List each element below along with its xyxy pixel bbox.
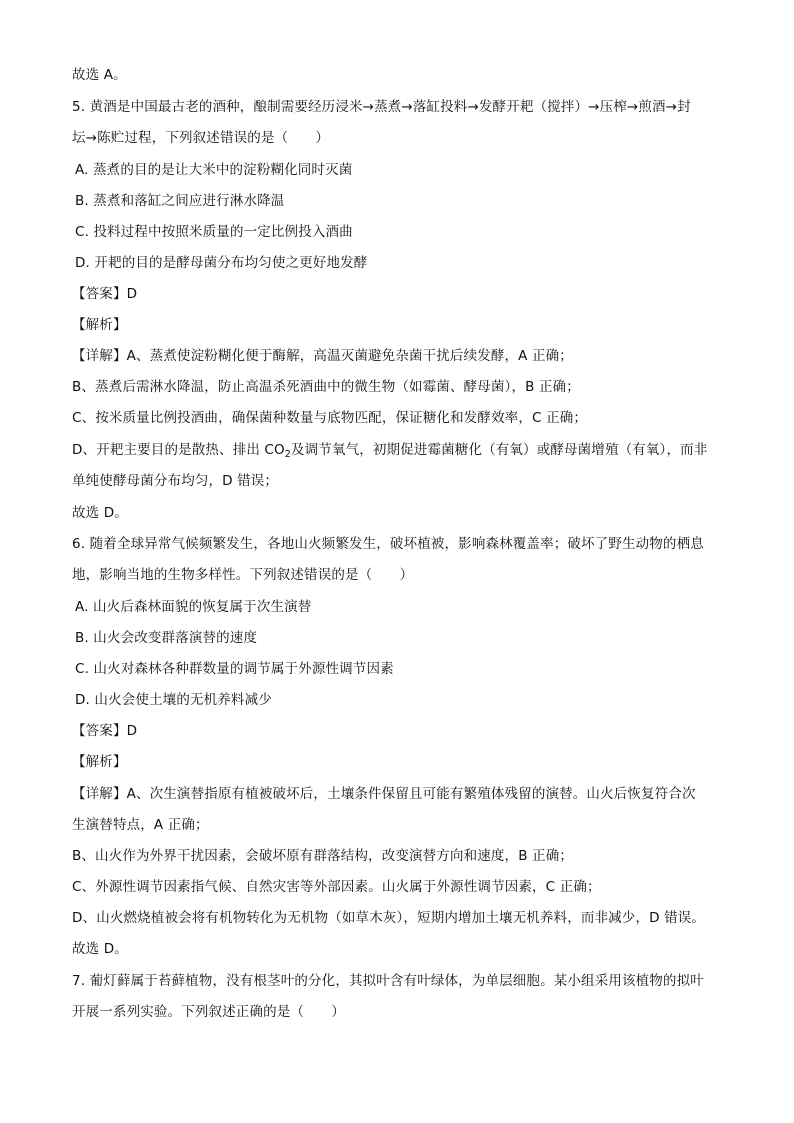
question-5-explanation-a: 【详解】A、蒸煮使淀粉糊化便于酶解，高温灭菌避免杂菌干扰后续发酵，A 正确； bbox=[72, 348, 573, 364]
question-5-option-a: A. 蒸煮的目的是让大米中的淀粉糊化同时灭菌 bbox=[75, 162, 353, 178]
question-6-conclusion: 故选 D。 bbox=[72, 941, 128, 957]
question-6-stem: 6. 随着全球异常气候频繁发生，各地山火频繁发生，破坏植被，影响森林覆盖率；破坏了野生动物的栖息 bbox=[72, 536, 704, 552]
question-6-option-d: D. 山火会使土壤的无机养料减少 bbox=[75, 692, 272, 708]
question-5-conclusion: 故选 D。 bbox=[72, 505, 128, 521]
question-5-explanation-b: B、蒸煮后需淋水降温，防止高温杀死酒曲中的微生物（如霉菌、酵母菌），B 正确； bbox=[72, 379, 580, 395]
question-6-explanation-b: B、山火作为外界干扰因素，会破坏原有群落结构，改变演替方向和速度，B 正确； bbox=[72, 848, 574, 864]
question-6-stem-cont: 地，影响当地的生物多样性。下列叙述错误的是（ ） bbox=[72, 567, 414, 583]
question-7-stem-cont: 开展一系列实验。下列叙述正确的是（ ） bbox=[72, 1004, 345, 1020]
question-6-explanation-c: C、外源性调节因素指气候、自然灾害等外部因素。山火属于外源性调节因素，C 正确； bbox=[72, 879, 601, 895]
question-5-option-c: C. 投料过程中按照米质量的一定比例投入酒曲 bbox=[75, 224, 353, 240]
question-5-stem-cont: 坛→陈贮过程，下列叙述错误的是（ ） bbox=[72, 130, 330, 146]
question-5-explanation-d bbox=[72, 440, 707, 460]
answer-conclusion-4: 故选 A。 bbox=[72, 67, 127, 83]
question-6-option-a: A. 山火后森林面貌的恢复属于次生演替 bbox=[75, 599, 312, 615]
question-5-stem: 5. 黄酒是中国最古老的酒种，酿制需要经历浸米→蒸煮→落缸投料→发酵开耙（搅拌）→压榨→煎酒→封 bbox=[72, 99, 691, 115]
question-6-explanation-a-cont: 生演替特点，A 正确； bbox=[72, 817, 209, 833]
question-6-option-b: B. 山火会改变群落演替的速度 bbox=[75, 630, 258, 646]
explanation-d-part2: 及调节氧气，初期促进霉菌糖化（有氧）或酵母菌增殖（有氧），而非 bbox=[291, 442, 708, 458]
question-7-stem: 7. 葡灯藓属于苔藓植物，没有根茎叶的分化，其拟叶含有叶绿体，为单层细胞。某小组采用该植物的拟叶 bbox=[72, 973, 704, 989]
question-5-option-b: B. 蒸煮和落缸之间应进行淋水降温 bbox=[75, 193, 285, 209]
question-6-option-c: C. 山火对森林各种群数量的调节属于外源性调节因素 bbox=[75, 661, 394, 677]
question-5-option-d: D. 开耙的目的是酵母菌分布均匀使之更好地发酵 bbox=[75, 255, 368, 271]
question-6-explanation-a: 【详解】A、次生演替指原有植被破坏后，土壤条件保留且可能有繁殖体残留的演替。山火后恢复符合次 bbox=[72, 786, 696, 802]
question-5-answer: 【答案】D bbox=[72, 286, 138, 302]
question-5-analysis-heading: 【解析】 bbox=[72, 317, 127, 333]
explanation-d-part1: D、开耙主要目的是散热、排出 CO bbox=[72, 442, 285, 458]
question-5-explanation-d-cont: 单纯使酵母菌分布均匀，D 错误； bbox=[72, 473, 279, 489]
question-6-answer: 【答案】D bbox=[72, 723, 138, 739]
question-6-explanation-d: D、山火燃烧植被会将有机物转化为无机物（如草木灰），短期内增加土壤无机养料，而非减少，D 错误。 bbox=[72, 910, 706, 926]
question-6-analysis-heading: 【解析】 bbox=[72, 754, 127, 770]
question-5-explanation-c: C、按米质量比例投酒曲，确保菌种数量与底物匹配，保证糖化和发酵效率，C 正确； bbox=[72, 410, 587, 426]
co2-subscript: 2 bbox=[284, 449, 291, 460]
